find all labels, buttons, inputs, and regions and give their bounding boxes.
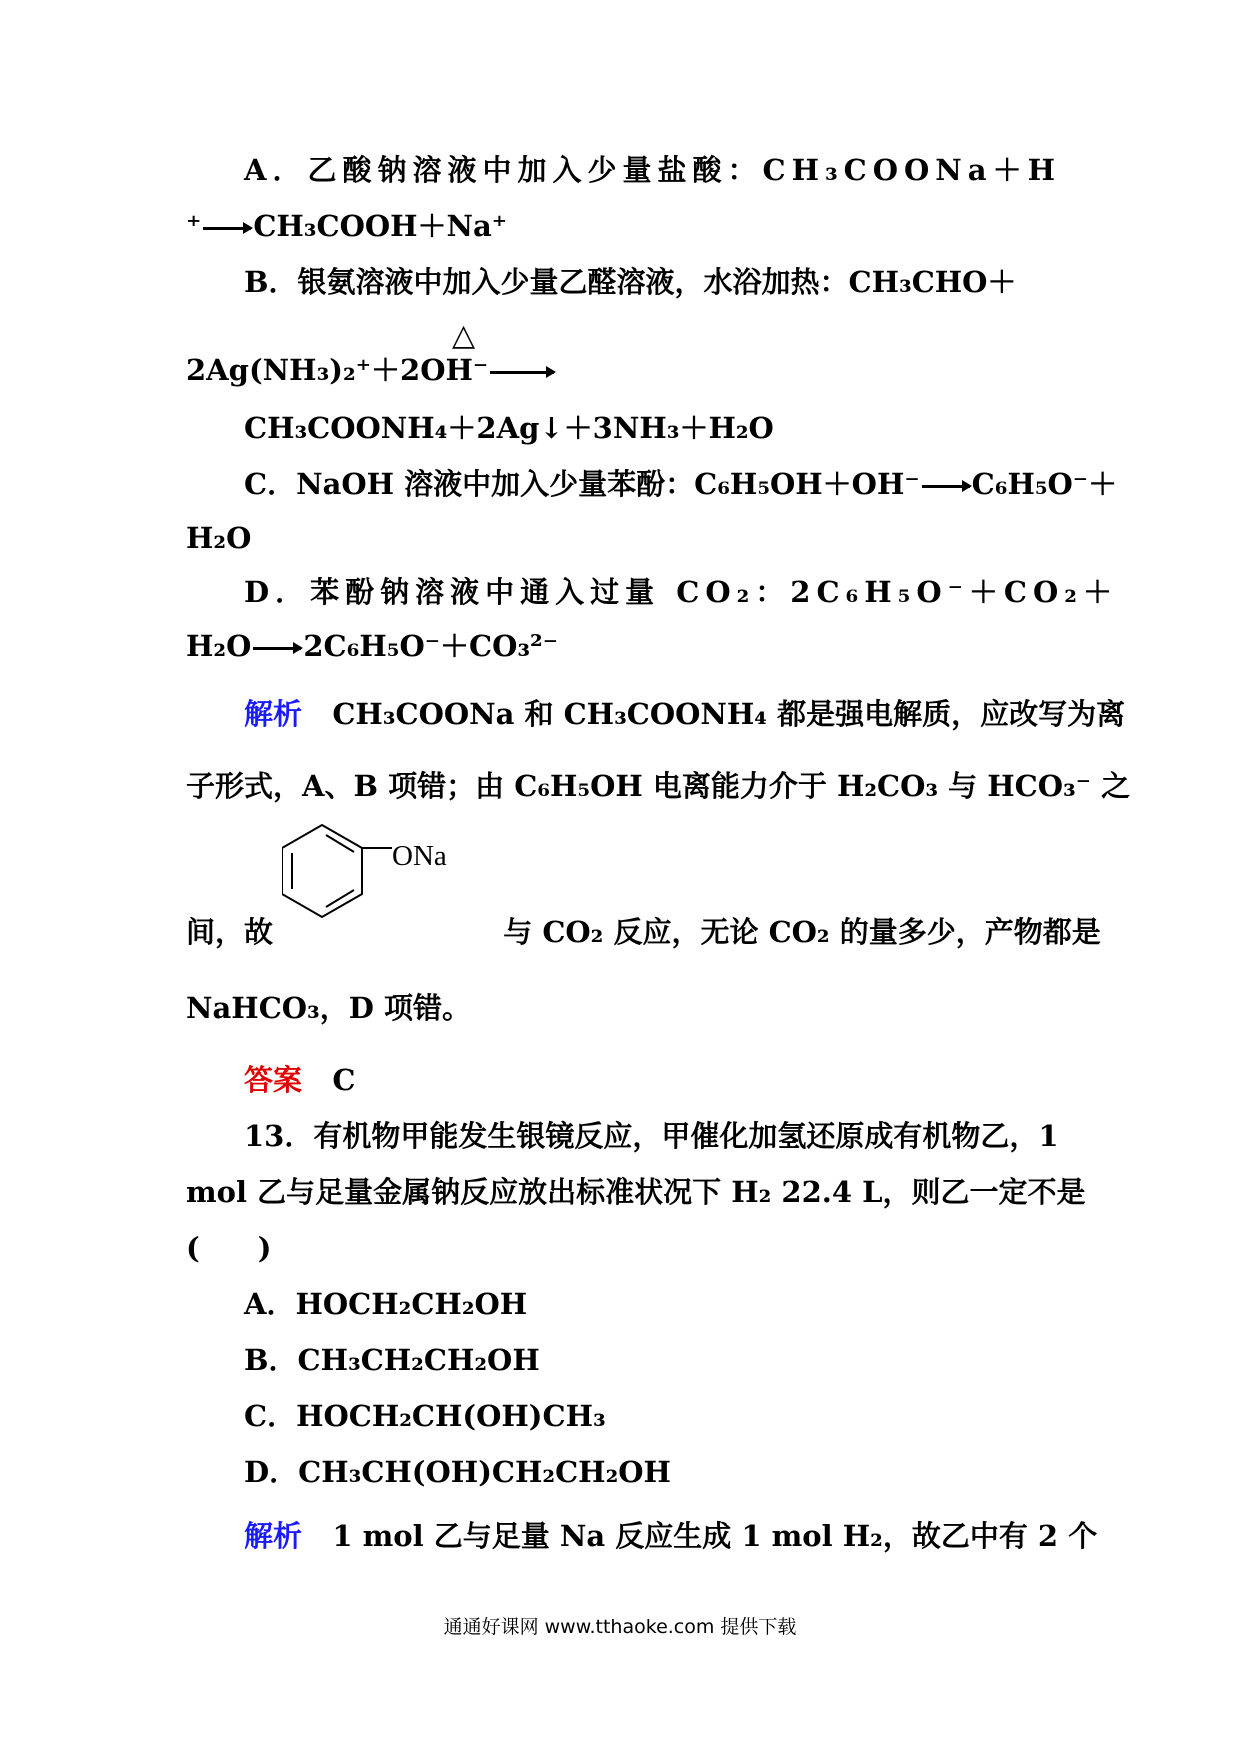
- option-b-reactants: 2Ag(NH₃)₂⁺＋2OH⁻: [186, 353, 489, 387]
- analysis-line2: 子形式，A、B 项错；由 C₆H₅OH 电离能力介于 H₂CO₃ 与 HCO₃⁻ 之: [186, 769, 1131, 803]
- reaction-arrow: [253, 647, 301, 650]
- analysis-line4: NaHCO₃，D 项错。: [186, 991, 471, 1025]
- heat-symbol: △: [452, 318, 476, 353]
- option-a-product: CH₃COOH＋Na⁺: [253, 209, 508, 243]
- reaction-arrow: [490, 371, 554, 374]
- option-a-line2: [186, 206, 507, 246]
- answer-label: 答案: [244, 1063, 303, 1097]
- option-a-plus: ⁺: [186, 209, 202, 243]
- question-13-blank: ( ): [186, 1231, 272, 1265]
- option-d-product: 2C₆H₅O⁻＋CO₃²⁻: [303, 629, 559, 663]
- reaction-arrow: [203, 227, 251, 230]
- option-b-line1: B．银氨溶液中加入少量乙醛溶液，水浴加热：CH₃CHO＋: [244, 265, 1017, 299]
- option-c-product: C₆H₅O⁻＋: [971, 467, 1118, 501]
- analysis-label: 解析: [244, 1519, 303, 1553]
- reaction-arrow: [922, 485, 970, 488]
- q13-option-a: A．HOCH₂CH₂OH: [244, 1287, 528, 1321]
- q13-option-b: B．CH₃CH₂CH₂OH: [244, 1343, 540, 1377]
- answer-value: C: [332, 1063, 356, 1097]
- ona-label: ONa: [392, 840, 447, 872]
- q13-option-d: D．CH₃CH(OH)CH₂CH₂OH: [244, 1455, 671, 1489]
- analysis-line1: [244, 694, 1125, 734]
- option-a-line1: A．乙酸钠溶液中加入少量盐酸：CH₃COONa＋H: [244, 153, 1061, 187]
- page-footer: 通通好课网 www.tthaoke.com 提供下载: [443, 1616, 797, 1638]
- option-d-reactant: H₂O: [186, 629, 252, 663]
- analysis-suffix: 与 CO₂ 反应，无论 CO₂ 的量多少，产物都是: [503, 915, 1101, 949]
- question-13-line1: 13．有机物甲能发生银镜反应，甲催化加氢还原成有机物乙，1: [244, 1119, 1059, 1153]
- option-c-line1: [244, 464, 1117, 504]
- option-b-line3: CH₃COONH₄＋2Ag↓＋3NH₃＋H₂O: [244, 411, 774, 445]
- option-d-line1: D．苯酚钠溶液中通入过量 CO₂：2C₆H₅O⁻＋CO₂＋: [244, 575, 1118, 609]
- analysis-label: 解析: [244, 697, 303, 731]
- option-d-line2: [186, 626, 558, 666]
- option-b-line2: [186, 350, 556, 390]
- analysis-13-line1: [244, 1516, 1097, 1556]
- question-13-line2: mol 乙与足量金属钠反应放出标准状况下 H₂ 22.4 L，则乙一定不是: [186, 1175, 1086, 1209]
- analysis-line3: [186, 912, 1101, 952]
- option-c-line2: H₂O: [186, 521, 252, 555]
- analysis-text: CH₃COONa 和 CH₃COONH₄ 都是强电解质，应改写为离: [332, 697, 1126, 731]
- q13-option-c: C．HOCH₂CH(OH)CH₃: [244, 1399, 606, 1433]
- answer-line: [244, 1060, 355, 1100]
- analysis-prefix: 间，故: [186, 915, 274, 949]
- option-c-reactants: C．NaOH 溶液中加入少量苯酚：C₆H₅OH＋OH⁻: [244, 467, 920, 501]
- analysis-text: 1 mol 乙与足量 Na 反应生成 1 mol H₂，故乙中有 2 个: [332, 1519, 1098, 1553]
